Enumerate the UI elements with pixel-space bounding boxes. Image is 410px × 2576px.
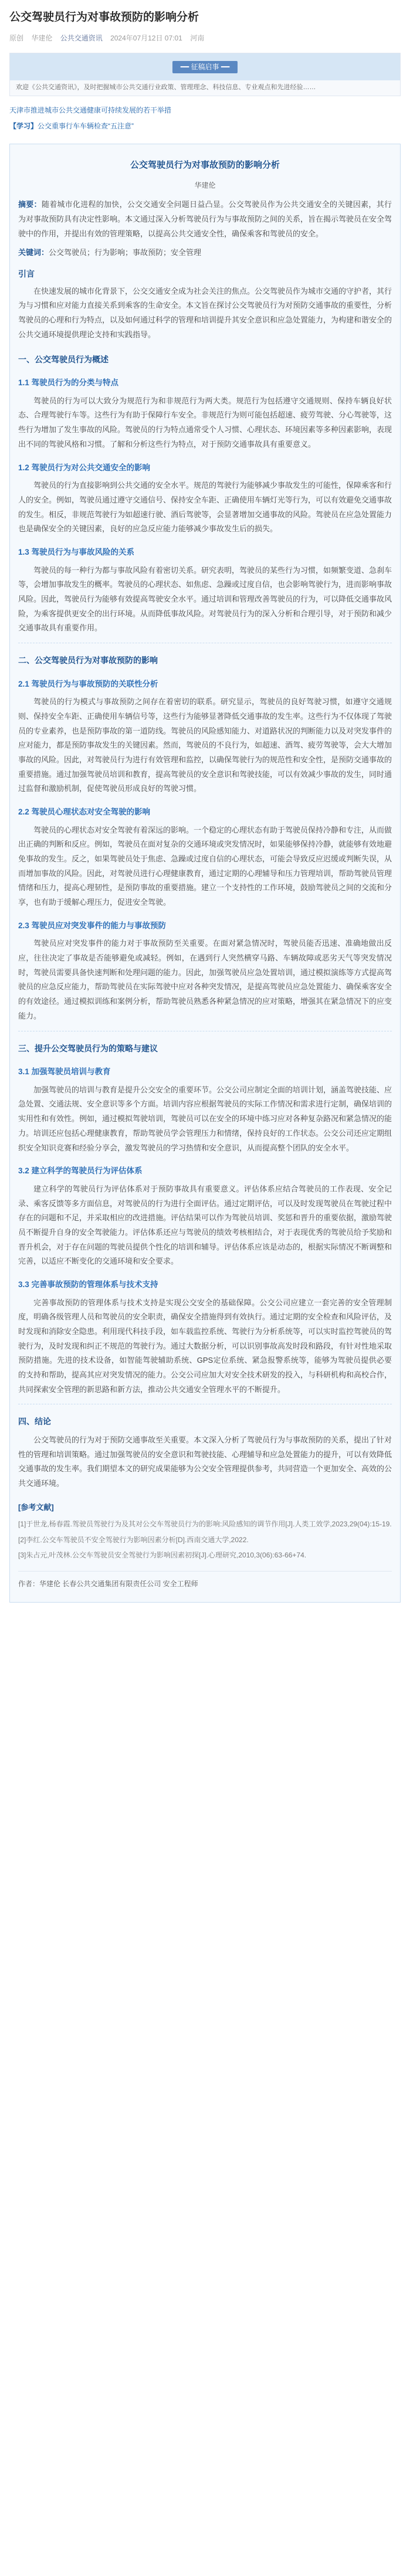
subsection-heading: 3.1 加强驾驶员培训与教育	[18, 1067, 111, 1077]
section-heading: 四、结论	[18, 1417, 51, 1427]
abstract-text: 随着城市化进程的加快，公交交通安全问题日益凸显。公交驾驶员作为公共交通安全的关键因素，其行为对事故预防具有决定性影响。本文通过深入分析驾驶员行为与事故预防之间的关系，旨在揭示驾驶员在安全驾驶中的作用，并提出有效的管理策略，以提高公共交通安全性，确保乘客和驾驶员的安全。	[18, 200, 392, 238]
banner-subtitle: 欢迎《公共交通资讯》，及时把握城市公共交通行业政策、管理理念、科技信息、专业观点和先进经验……	[10, 80, 400, 96]
paragraph: 驾驶员的每一种行为都与事故风险有着密切关系。研究表明，驾驶员的某些行为习惯，如频繁变道、急刹车等，会增加事故发生的概率。驾驶员的心理状态、如焦虑、急躁或过度自信，也会影响驾驶行为，进而影响事故风险。因此，驾驶员行为能够有效提高驾驶安全水平。通过培训和管理改善驾驶员的行为，可以降低交通事故风险，为乘客提供更安全的出行环境。从而降低事故风险。对驾驶员行为的深入分析和合理引导，对于预防和减少交通事故具有重要作用。	[18, 565, 392, 633]
subsection-heading: 2.1 驾驶员行为与事故预防的关联性分析	[18, 679, 158, 688]
abstract-label: 摘要：	[18, 200, 42, 209]
publish-date: 2024年07月12日 07:01	[110, 33, 182, 42]
paragraph: 驾驶员的行为模式与事故预防之间存在着密切的联系。研究显示，驾驶员的良好驾驶习惯，如遵守交通规则、保持安全车距、正确使用车辆信号等，这些行为能够显著降低交通事故的发生率。这些行为不仅体现了驾驶员的专业素养，也是预防事故的第一道防线。驾驶员的风险感知能力、对道路状况的判断能力以及对突发事件的应对能力，都是预防事故发生的关键因素。然而，驾驶员的不良行为，如超速、酒驾、疲劳驾驶等，会大大增加事故的风险。因此，对驾驶员行为进行有效管理和监控，以确保驾驶行为的规范性和安全性，是预防交通事故的重要措施。通过加强驾驶员培训和教育，提高驾驶员的安全意识和驾驶技能，可以有效减少事故的发生，同时通过监督和激励机制，促使驾驶员形成良好的驾驶习惯。	[18, 697, 392, 793]
call-for-papers-banner[interactable]	[9, 53, 401, 96]
banner-header	[10, 53, 400, 80]
intro-paragraph: 在快速发展的城市化背景下，公交交通安全成为社会关注的焦点。公交驾驶员作为城市交通的守护者，其行为与习惯和应对能力直接关系到乘客的生命安全。本文旨在探讨公交驾驶员行为对预防交通事故的重要性，分析驾驶员的心理和行为特点，以及如何通过科学的管理和培训提升其安全意识和应急处置能力，为构建和谐安全的公共交通环境提供理论支持和实践指导。	[18, 286, 392, 339]
paragraph: 加强驾驶员的培训与教育是提升公交安全的重要环节。公交公司应制定全面的培训计划，涵盖驾驶技能、应急处置、交通法规、安全意识等多个方面。培训内容应根据驾驶员的实际工作情况和需求进行定制，确保培训的实用性和有效性。例如，通过模拟驾驶培训，驾驶员可以在安全的环境中练习应对各种复杂路况和紧急情况的能力。培训还应包括心理健康教育，帮助驾驶员学会管理压力和情绪，保持良好的工作状态。公交公司还应定期组织安全知识竞赛和经验分享会，激发驾驶员的学习热情和安全意识，从而提高整个团队的安全水平。	[18, 1085, 392, 1152]
subsection-heading: 2.2 驾驶员心理状态对安全驾驶的影响	[18, 807, 151, 817]
keywords-label: 关键词：	[18, 248, 49, 257]
article-sections	[18, 352, 392, 1491]
paragraph: 驾驶员应对突发事件的能力对于事故预防至关重要。在面对紧急情况时，驾驶员能否迅速、准确地做出反应，往往决定了事故是否能够避免或减轻。例如，在遇到行人突然横穿马路、车辆故障或恶劣天气等突发情况时，驾驶员需要具备快速判断和处理问题的能力。因此，加强驾驶员应急处置培训，通过模拟演练等方式提高驾驶员的应急反应能力，帮助驾驶员在实际驾驶中应对各种突发情况，是提高驾驶员应急处置能力、确保乘客安全的有效途径。通过模拟训练和案例分析，帮助驾驶员熟悉各种紧急情况的应对策略，增强其在紧急情况下的应变能力。	[18, 939, 392, 1020]
original-badge: 原创	[9, 33, 24, 42]
subsection-heading: 1.3 驾驶员行为与事故风险的关系	[18, 547, 135, 556]
subsection-heading: 3.3 完善事故预防的管理体系与技术支持	[18, 1279, 158, 1289]
subsection-heading: 1.1 驾驶员行为的分类与特点	[18, 378, 119, 388]
references-title: [参考文献]	[18, 1502, 54, 1512]
footer-author: 作者：华建伦 长春公共交通集团有限责任公司 安全工程师	[18, 1571, 392, 1591]
section-heading: 一、公交驾驶员行为概述	[18, 354, 109, 364]
paragraph: 建立科学的驾驶员行为评估体系对于预防事故具有重要意义。评估体系应结合驾驶员的工作表现、安全记录、乘客反馈等多方面信息，对驾驶员的行为进行全面评估。通过定期评估，可以及时发现驾驶员在驾驶过程中存在的问题和不足，并采取相应的改进措施。评估结果可以作为驾驶员培训、奖惩和晋升的重要依据，激励驾驶员不断提升自身的安全驾驶能力。评估体系还应与驾驶员的绩效考核相结合，对于表现优秀的驾驶员给予奖励和晋升机会，对于存在问题的驾驶员提供个性化的培训和辅导。评估体系应该是动态的，根据实际情况不断调整和完善，以适应不断变化的交通环境和安全要求。	[18, 1184, 392, 1266]
reference-item: [2]李红.公交车驾驶员不安全驾驶行为影响因素分析[D].西南交通大学,2022.	[18, 1535, 249, 1544]
subsection-heading: 1.2 驾驶员行为对公共交通安全的影响	[18, 463, 151, 472]
subsection-heading: 3.2 建立科学的驾驶员行为评估体系	[18, 1166, 143, 1176]
reference-item: [3]朱占元,叶茂林.公交车驾驶员安全驾驶行为影响因素初探[J].心理研究,2010,3(06):63-66+74.	[18, 1551, 307, 1560]
section-heading: 二、公交驾驶员行为对事故预防的影响	[18, 655, 158, 665]
article-card	[9, 144, 401, 1603]
article-meta	[9, 32, 401, 45]
author-name: 华建伦	[31, 33, 53, 42]
related-article-link-1[interactable]: 天津市推进城市公共交通健康可持续发展的若干举措	[9, 106, 172, 114]
keywords	[18, 246, 392, 260]
related-article-text: 公交重事行车车辆检查“五注意”	[38, 122, 134, 131]
paragraph: 公交驾驶员的行为对于预防交通事故至关重要。本文深入分析了驾驶员行为与事故预防的关系，提出了针对性的管理和培训策略。通过加强驾驶员的安全意识和驾驶技能、心理辅导和应急处置能力的提升，可以有效降低交通事故的发生率。我们期望本文的研究成果能够为公交安全管理提供参考，共同营造一个更加安全、高效的公共交通环境。	[18, 1435, 392, 1488]
paragraph: 完善事故预防的管理体系与技术支持是实现公交安全的基础保障。公交公司应建立一套完善的安全管理制度，明确各级管理人员和驾驶员的安全职责，确保安全措施得到有效执行。通过定期的安全检查和风险评估，及时发现和消除安全隐患。利用现代科技手段，如车载监控系统、驾驶行为分析系统等，可以实时监控驾驶员的驾驶行为，及时发现和纠正不规范的驾驶行为。通过大数据分析，可以识别事故高发时段和路段，有针对性地采取预防措施。先进的技术设备，如智能驾驶辅助系统、GPS定位系统、紧急报警系统等，能够为驾驶员提供必要的支持和帮助，提高其应对突发情况的能力。公交公司应加大对安全技术研发的投入，与科研机构和高校合作，共同探索安全管理的新思路和新方法，推动公共交通安全管理水平的不断提升。	[18, 1298, 392, 1394]
references-list	[18, 1518, 392, 1561]
publish-location: 河南	[190, 33, 205, 42]
article-title: 公交驾驶员行为对事故预防的影响分析	[9, 11, 199, 23]
paragraph: 驾驶员的心理状态对安全驾驶有着深远的影响。一个稳定的心理状态有助于驾驶员保持冷静和专注，从而做出正确的判断和反应。例如，驾驶员在面对复杂的交通环境或突发情况时，如果能够保持冷静，就能够有效地避免事故的发生。反之，如果驾驶员处于焦虑、急躁或过度自信的心理状态，可能会导致反应迟缓或判断失误，从而增加事故的风险。因此，对驾驶员进行心理健康教育，通过定期的心理辅导和压力管理培训，帮助驾驶员管理情绪和压力，提高心理韧性，是预防事故的重要措施。建立一个支持性的工作环境，鼓励驾驶员之间的交流和分享，也有助于缓解心理压力，促进安全驾驶。	[18, 825, 392, 907]
abstract	[18, 198, 392, 241]
related-article-link-2[interactable]	[9, 120, 401, 133]
keywords-text: 公交驾驶员；行为影响；事故预防；安全管理	[49, 248, 202, 257]
paragraph: 驾驶员的行为可以大致分为规范行为和非规范行为两大类。规范行为包括遵守交通规则、保持车辆良好状态、合理驾驶行车等。这些行为有助于保障行车安全。非规范行为则可能包括超速、疲劳驾驶、分心驾驶等，这些行为增加了发生事故的风险。驾驶员的行为特点通常受个人习惯、心理状态、环境因素等多种因素影响，表现出不同的驾驶风格和习惯。了解和分析这些行为特点，对于预防交通事故具有重要意义。	[18, 396, 392, 449]
section-heading: 三、提升公交驾驶员行为的策略与建议	[18, 1043, 158, 1053]
account-link[interactable]: 公共交通资讯	[60, 33, 103, 42]
related-article-prefix: 【学习】	[9, 122, 38, 131]
paper-author: 华建伦	[194, 181, 216, 189]
reference-item: [1]于世龙,杨春霞.驾驶员驾驶行为及其对公交车驾驶员行为的影响:风险感知的调节作用[J].人类工效学,2023,29(04):15-19.	[18, 1520, 392, 1529]
paragraph: 驾驶员的行为直接影响到公共交通的安全水平。规范的驾驶行为能够减少事故发生的可能性，保障乘客和行人的安全。例如，驾驶员通过遵守交通信号、保持安全车距、正确使用车辆灯光等行为，可以有效避免交通事故的发生。相反，非规范驾驶行为如超速行驶、酒后驾驶等，会显著增加交通事故的风险。驾驶员在应急处置能力也是确保安全的关键因素，良好的应急反应能力能够减少事故发生后的损失。	[18, 481, 392, 534]
banner-tag: ━━ 征稿启事 ━━	[172, 61, 238, 73]
subsection-heading: 2.3 驾驶员应对突发事件的能力与事故预防	[18, 921, 167, 930]
intro-heading: 引言	[18, 269, 35, 279]
paper-title: 公交驾驶员行为对事故预防的影响分析	[130, 160, 280, 171]
